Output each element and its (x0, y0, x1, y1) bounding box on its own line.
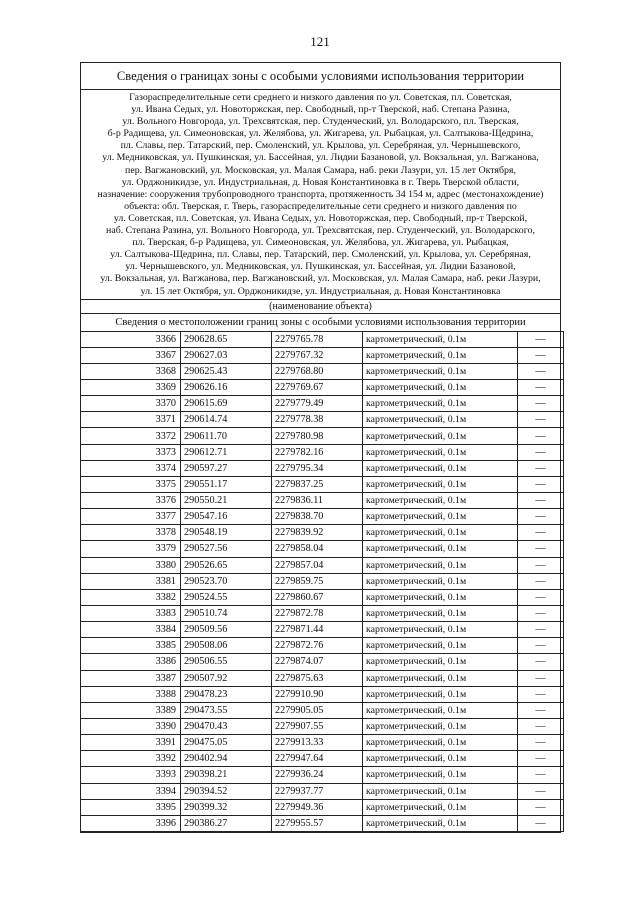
y-coordinate-cell: 2279836.11 (272, 493, 363, 509)
table-row (81, 702, 564, 718)
error-cell: — (518, 541, 564, 557)
point-number-cell: 3379 (81, 541, 181, 557)
x-coordinate-cell: 290506.55 (181, 654, 272, 670)
location-header: Сведения о местоположении границ зоны с особыми условиями использования территории (115, 316, 526, 328)
method-cell: картометрический, 0.1м (363, 702, 518, 718)
error-cell: — (518, 331, 564, 347)
point-number-cell: 3369 (81, 380, 181, 396)
point-number-cell: 3385 (81, 638, 181, 654)
y-coordinate-cell: 2279947.64 (272, 751, 363, 767)
method-cell: картометрический, 0.1м (363, 751, 518, 767)
table-row (81, 396, 564, 412)
y-coordinate-cell: 2279838.70 (272, 509, 363, 525)
y-coordinate-cell: 2279872.76 (272, 638, 363, 654)
y-coordinate-cell: 2279955.57 (272, 815, 363, 831)
description-line: пл. Тверская, б-р Радищева, ул. Симеоновская, ул. Желябова, ул. Жигарева, ул. Рыбацкая, (132, 237, 509, 249)
method-cell: картометрический, 0.1м (363, 460, 518, 476)
error-cell: — (518, 428, 564, 444)
method-cell: картометрический, 0.1м (363, 396, 518, 412)
y-coordinate-cell: 2279905.05 (272, 702, 363, 718)
point-number-cell: 3390 (81, 718, 181, 734)
y-coordinate-cell: 2279910.90 (272, 686, 363, 702)
description-line: Газораспределительные сети среднего и низкого давления по ул. Советская, пл. Советская, (129, 92, 512, 103)
description-line: ул. Салтыкова-Щедрина, пл. Славы, пер. Татарский, пер. Смоленский, ул. Крылова, ул. Серебряная, (110, 249, 531, 261)
error-cell: — (518, 654, 564, 670)
table-row (81, 670, 564, 686)
error-cell: — (518, 493, 564, 509)
object-name-caption: (наименование объекта) (81, 300, 560, 314)
method-cell: картометрический, 0.1м (363, 783, 518, 799)
error-cell: — (518, 638, 564, 654)
point-number-cell: 3391 (81, 735, 181, 751)
method-cell: картометрический, 0.1м (363, 605, 518, 621)
error-cell: — (518, 509, 564, 525)
table-row (81, 347, 564, 363)
method-cell: картометрический, 0.1м (363, 670, 518, 686)
y-coordinate-cell: 2279768.80 (272, 363, 363, 379)
error-cell: — (518, 444, 564, 460)
y-coordinate-cell: 2279872.78 (272, 605, 363, 621)
x-coordinate-cell: 290626.16 (181, 380, 272, 396)
error-cell: — (518, 751, 564, 767)
error-cell: — (518, 589, 564, 605)
point-number-cell: 3396 (81, 815, 181, 831)
point-number-cell: 3380 (81, 557, 181, 573)
description-line: пл. Славы, пер. Татарский, пер. Смоленский, ул. Крылова, ул. Серебряная, ул. Чернышевского, (120, 140, 521, 152)
table-row (81, 718, 564, 734)
description-line: ул. Орджоникидзе, ул. Индустриальная, д. Новая Константиновка в г. Тверь Тверской области, (121, 176, 520, 188)
description-line: ул. Ивана Седых, ул. Новоторжская, пер. Свободный, пр-т Тверской, наб. Степана Разина, (131, 104, 510, 116)
x-coordinate-cell: 290526.65 (181, 557, 272, 573)
table-row (81, 363, 564, 379)
method-cell: картометрический, 0.1м (363, 622, 518, 638)
method-cell: картометрический, 0.1м (363, 573, 518, 589)
x-coordinate-cell: 290611.70 (181, 428, 272, 444)
table-row (81, 638, 564, 654)
error-cell: — (518, 702, 564, 718)
method-cell: картометрический, 0.1м (363, 815, 518, 831)
y-coordinate-cell: 2279949.36 (272, 799, 363, 815)
y-coordinate-cell: 2279769.67 (272, 380, 363, 396)
coordinates-table (80, 331, 564, 832)
point-number-cell: 3386 (81, 654, 181, 670)
y-coordinate-cell: 2279913.33 (272, 735, 363, 751)
error-cell: — (518, 460, 564, 476)
error-cell: — (518, 686, 564, 702)
error-cell: — (518, 735, 564, 751)
error-cell: — (518, 799, 564, 815)
point-number-cell: 3374 (81, 460, 181, 476)
y-coordinate-cell: 2279859.75 (272, 573, 363, 589)
method-cell: картометрический, 0.1м (363, 428, 518, 444)
x-coordinate-cell: 290628.65 (181, 331, 272, 347)
point-number-cell: 3376 (81, 493, 181, 509)
point-number-cell: 3371 (81, 412, 181, 428)
x-coordinate-cell: 290399.32 (181, 799, 272, 815)
description-line: ул. Медниковская, ул. Пушкинская, ул. Бассейная, ул. Лидии Базановой, ул. Вокзальная, ул. Вагжанова, (102, 152, 539, 164)
x-coordinate-cell: 290398.21 (181, 767, 272, 783)
error-cell: — (518, 605, 564, 621)
point-number-cell: 3395 (81, 799, 181, 815)
y-coordinate-cell: 2279871.44 (272, 622, 363, 638)
point-number-cell: 3377 (81, 509, 181, 525)
table-row (81, 767, 564, 783)
point-number-cell: 3392 (81, 751, 181, 767)
point-number-cell: 3366 (81, 331, 181, 347)
y-coordinate-cell: 2279936.24 (272, 767, 363, 783)
method-cell: картометрический, 0.1м (363, 654, 518, 670)
point-number-cell: 3381 (81, 573, 181, 589)
y-coordinate-cell: 2279767.32 (272, 347, 363, 363)
point-number-cell: 3384 (81, 622, 181, 638)
error-cell: — (518, 396, 564, 412)
description-line: наб. Степана Разина, ул. Вольного Новгорода, ул. Трехсвятская, пер. Студенческий, ул. Володарского, (106, 225, 535, 237)
point-number-cell: 3370 (81, 396, 181, 412)
table-row (81, 622, 564, 638)
method-cell: картометрический, 0.1м (363, 686, 518, 702)
description-line: ул. Советская, пл. Советская, ул. Ивана Седых, ул. Новоторжская, пер. Свободный, пр-т Тверской, (113, 212, 528, 224)
method-cell: картометрический, 0.1м (363, 718, 518, 734)
point-number-cell: 3389 (81, 702, 181, 718)
table-row (81, 783, 564, 799)
method-cell: картометрический, 0.1м (363, 331, 518, 347)
table-row (81, 460, 564, 476)
method-cell: картометрический, 0.1м (363, 767, 518, 783)
error-cell: — (518, 380, 564, 396)
point-number-cell: 3388 (81, 686, 181, 702)
error-cell: — (518, 347, 564, 363)
x-coordinate-cell: 290386.27 (181, 815, 272, 831)
x-coordinate-cell: 290597.27 (181, 460, 272, 476)
table-row (81, 686, 564, 702)
method-cell: картометрический, 0.1м (363, 493, 518, 509)
description-line: ул. Вольного Новгорода, ул. Трехсвятская, пер. Студенческий, ул. Володарского, пл. Тверская, (122, 116, 519, 128)
method-cell: картометрический, 0.1м (363, 380, 518, 396)
y-coordinate-cell: 2279874.07 (272, 654, 363, 670)
table-row (81, 493, 564, 509)
y-coordinate-cell: 2279837.25 (272, 476, 363, 492)
x-coordinate-cell: 290510.74 (181, 605, 272, 621)
description-line: б-р Радищева, ул. Симеоновская, ул. Желябова, ул. Жигарева, ул. Рыбацкая, ул. Салтыкова-Щедрина, (107, 128, 534, 140)
error-cell: — (518, 815, 564, 831)
point-number-cell: 3393 (81, 767, 181, 783)
y-coordinate-cell: 2279858.04 (272, 541, 363, 557)
section-title: Сведения о границах зоны с особыми условиями использования территории (81, 63, 560, 90)
description-line: ул. 15 лет Октября, ул. Орджоникидзе, ул. Индустриальная, д. Новая Константиновка (140, 285, 501, 297)
table-row (81, 428, 564, 444)
table-row (81, 735, 564, 751)
method-cell: картометрический, 0.1м (363, 557, 518, 573)
method-cell: картометрический, 0.1м (363, 476, 518, 492)
y-coordinate-cell: 2279779.49 (272, 396, 363, 412)
table-row (81, 751, 564, 767)
table-row (81, 815, 564, 831)
x-coordinate-cell: 290509.56 (181, 622, 272, 638)
x-coordinate-cell: 290402.94 (181, 751, 272, 767)
error-cell: — (518, 718, 564, 734)
y-coordinate-cell: 2279839.92 (272, 525, 363, 541)
error-cell: — (518, 412, 564, 428)
error-cell: — (518, 476, 564, 492)
x-coordinate-cell: 290612.71 (181, 444, 272, 460)
x-coordinate-cell: 290551.17 (181, 476, 272, 492)
table-row (81, 444, 564, 460)
y-coordinate-cell: 2279857.04 (272, 557, 363, 573)
table-row (81, 557, 564, 573)
error-cell: — (518, 670, 564, 686)
x-coordinate-cell: 290473.55 (181, 702, 272, 718)
point-number-cell: 3368 (81, 363, 181, 379)
x-coordinate-cell: 290394.52 (181, 783, 272, 799)
method-cell: картометрический, 0.1м (363, 347, 518, 363)
table-row (81, 573, 564, 589)
x-coordinate-cell: 290523.70 (181, 573, 272, 589)
x-coordinate-cell: 290508.06 (181, 638, 272, 654)
error-cell: — (518, 557, 564, 573)
point-number-cell: 3373 (81, 444, 181, 460)
description-line: ул. Чернышевского, ул. Медниковская, ул. Пушкинская, ул. Бассейная, ул. Лидии Базановой, (125, 261, 516, 273)
point-number-cell: 3372 (81, 428, 181, 444)
table-row (81, 331, 564, 347)
x-coordinate-cell: 290627.03 (181, 347, 272, 363)
y-coordinate-cell: 2279937.77 (272, 783, 363, 799)
table-row (81, 799, 564, 815)
x-coordinate-cell: 290475.05 (181, 735, 272, 751)
point-number-cell: 3378 (81, 525, 181, 541)
x-coordinate-cell: 290478.23 (181, 686, 272, 702)
x-coordinate-cell: 290625.43 (181, 363, 272, 379)
x-coordinate-cell: 290524.55 (181, 589, 272, 605)
point-number-cell: 3394 (81, 783, 181, 799)
point-number-cell: 3367 (81, 347, 181, 363)
y-coordinate-cell: 2279780.98 (272, 428, 363, 444)
table-row (81, 605, 564, 621)
method-cell: картометрический, 0.1м (363, 589, 518, 605)
error-cell: — (518, 525, 564, 541)
x-coordinate-cell: 290527.56 (181, 541, 272, 557)
x-coordinate-cell: 290614.74 (181, 412, 272, 428)
table-row (81, 589, 564, 605)
method-cell: картометрический, 0.1м (363, 363, 518, 379)
method-cell: картометрический, 0.1м (363, 525, 518, 541)
x-coordinate-cell: 290548.19 (181, 525, 272, 541)
x-coordinate-cell: 290547.16 (181, 509, 272, 525)
description-line: назначение: сооружения трубопроводного транспорта, протяженность 34 154 м, адрес (местонахождение) (97, 188, 544, 200)
table-row (81, 509, 564, 525)
point-number-cell: 3375 (81, 476, 181, 492)
error-cell: — (518, 622, 564, 638)
description-line: объекта: обл. Тверская, г. Тверь, газораспределительные сети среднего и низкого давления по (124, 200, 517, 212)
table-row (81, 476, 564, 492)
point-number-cell: 3383 (81, 605, 181, 621)
zone-info-frame (80, 62, 561, 833)
table-row (81, 541, 564, 557)
method-cell: картометрический, 0.1м (363, 509, 518, 525)
error-cell: — (518, 783, 564, 799)
method-cell: картометрический, 0.1м (363, 799, 518, 815)
point-number-cell: 3387 (81, 670, 181, 686)
description-line: ул. Вокзальная, ул. Вагжанова, пер. Вагжановский, ул. Московская, ул. Малая Самара, наб. реки Лазури, (100, 273, 541, 285)
y-coordinate-cell: 2279907.55 (272, 718, 363, 734)
page-number: 121 (310, 34, 330, 49)
table-row (81, 525, 564, 541)
method-cell: картометрический, 0.1м (363, 541, 518, 557)
y-coordinate-cell: 2279795.34 (272, 460, 363, 476)
method-cell: картометрический, 0.1м (363, 444, 518, 460)
y-coordinate-cell: 2279875.63 (272, 670, 363, 686)
table-row (81, 412, 564, 428)
table-row (81, 380, 564, 396)
y-coordinate-cell: 2279860.67 (272, 589, 363, 605)
method-cell: картометрический, 0.1м (363, 638, 518, 654)
method-cell: картометрический, 0.1м (363, 412, 518, 428)
error-cell: — (518, 573, 564, 589)
y-coordinate-cell: 2279782.16 (272, 444, 363, 460)
error-cell: — (518, 363, 564, 379)
y-coordinate-cell: 2279778.38 (272, 412, 363, 428)
object-description (81, 90, 560, 300)
x-coordinate-cell: 290470.43 (181, 718, 272, 734)
error-cell: — (518, 767, 564, 783)
x-coordinate-cell: 290615.69 (181, 396, 272, 412)
y-coordinate-cell: 2279765.78 (272, 331, 363, 347)
x-coordinate-cell: 290550.21 (181, 493, 272, 509)
method-cell: картометрический, 0.1м (363, 735, 518, 751)
point-number-cell: 3382 (81, 589, 181, 605)
table-row (81, 654, 564, 670)
description-line: пер. Вагжановский, ул. Московская, ул. Малая Самара, наб. реки Лазури, ул. 15 лет Октября, (125, 164, 516, 176)
x-coordinate-cell: 290507.92 (181, 670, 272, 686)
